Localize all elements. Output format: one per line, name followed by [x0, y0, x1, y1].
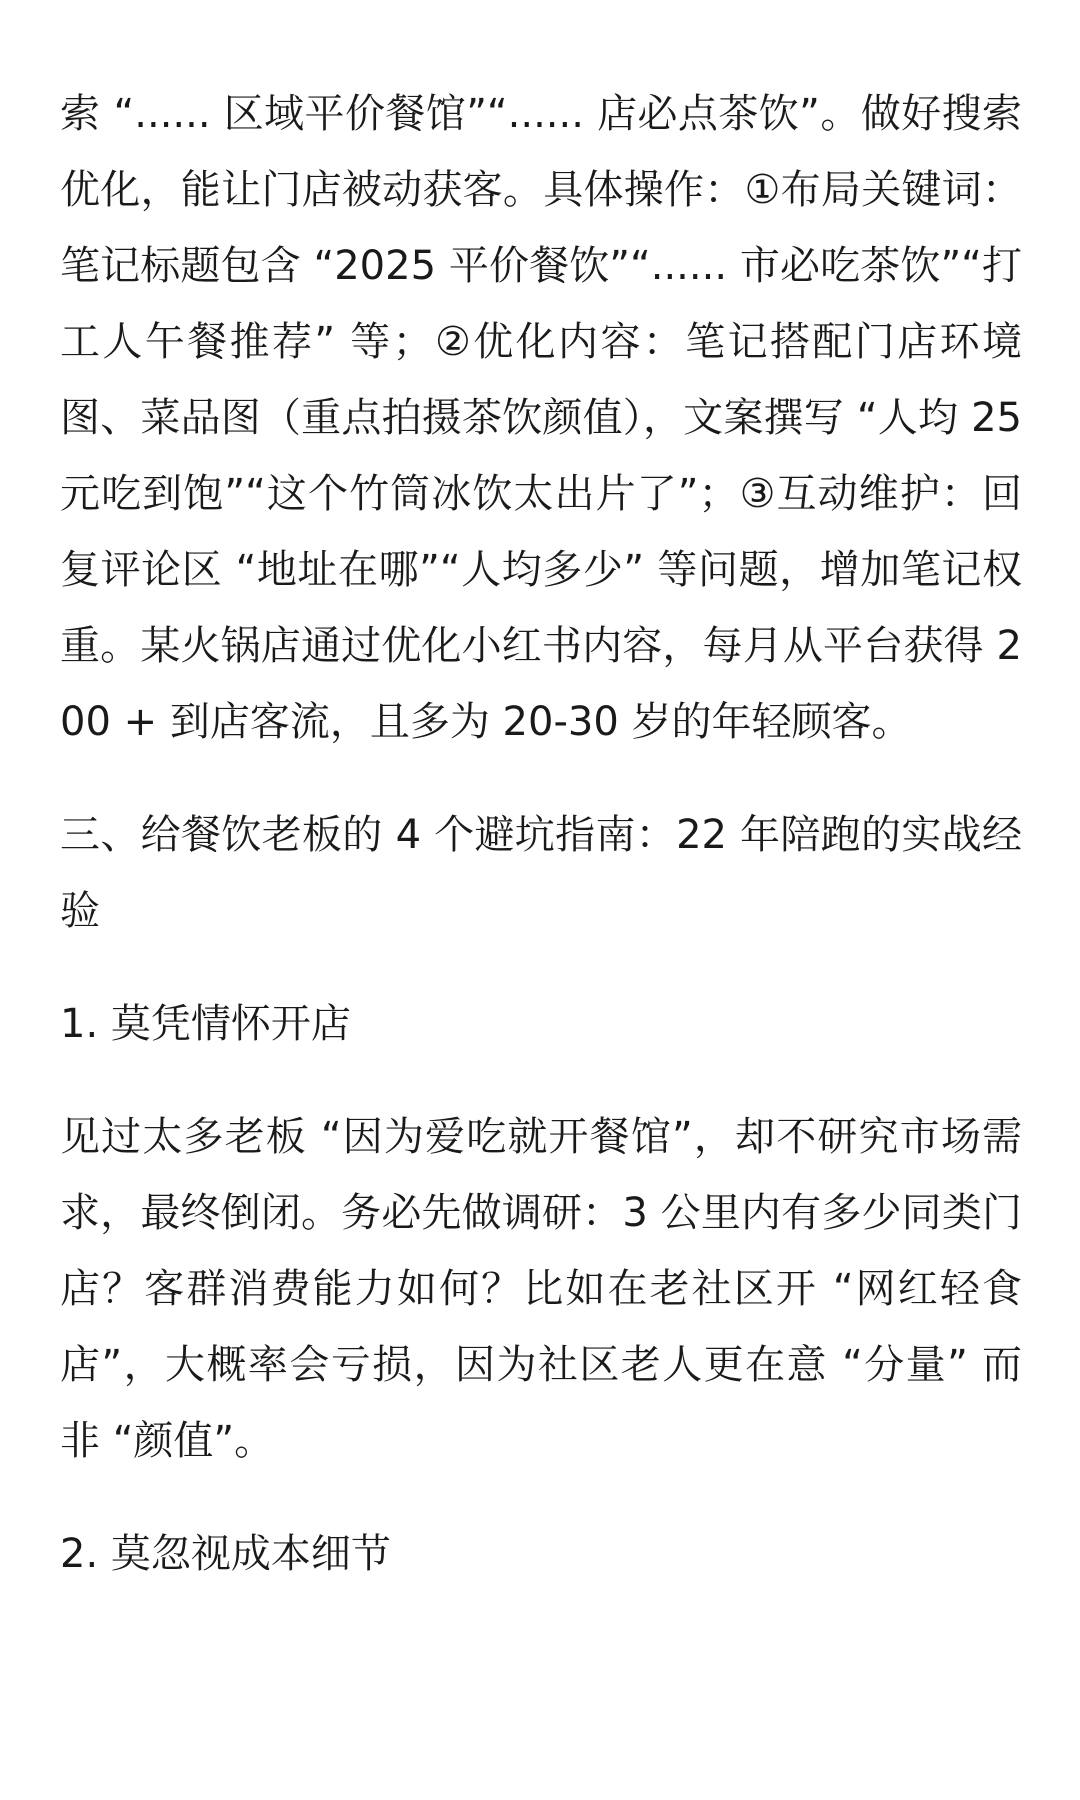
paragraph-search-optimization: 索 “...... 区域平价餐馆”“...... 店必点茶饮”。做好搜索优化，能让门店被动获客。具体操作：①布局关键词：笔记标题包含 “2025 平价餐饮”“...... 市必吃茶饮”“打工人午餐推荐” 等；②优化内容：笔记搭配门店环境图、菜品图（重点拍摄茶饮颜值），文案撰写 “人均 25 元吃到饱”“这个竹筒冰饮太出片了”；③互动维护：回复评论区 “地址在哪”“人均多少” 等问题，增加笔记权重。某火锅店通过优化小红书内容，每月从平台获得 200 + 到店客流，且多为 20-30 岁的年轻顾客。	[60, 91, 1022, 745]
section-heading-pitfall-guide: 三、给餐饮老板的 4 个避坑指南：22 年陪跑的实战经验	[60, 812, 1022, 934]
paragraph-market-research: 见过太多老板 “因为爱吃就开餐馆”，却不研究市场需求，最终倒闭。务必先做调研：3 公里内有多少同类门店？客群消费能力如何？比如在老社区开 “网红轻食店”，大概率会亏损，因为社区老人更在意 “分量” 而非 “颜值”。	[60, 1114, 1022, 1464]
article-body	[60, 76, 1022, 1629]
sub-heading-cost-details: 2. 莫忽视成本细节	[60, 1531, 391, 1577]
sub-heading-no-sentiment: 1. 莫凭情怀开店	[60, 1001, 351, 1047]
